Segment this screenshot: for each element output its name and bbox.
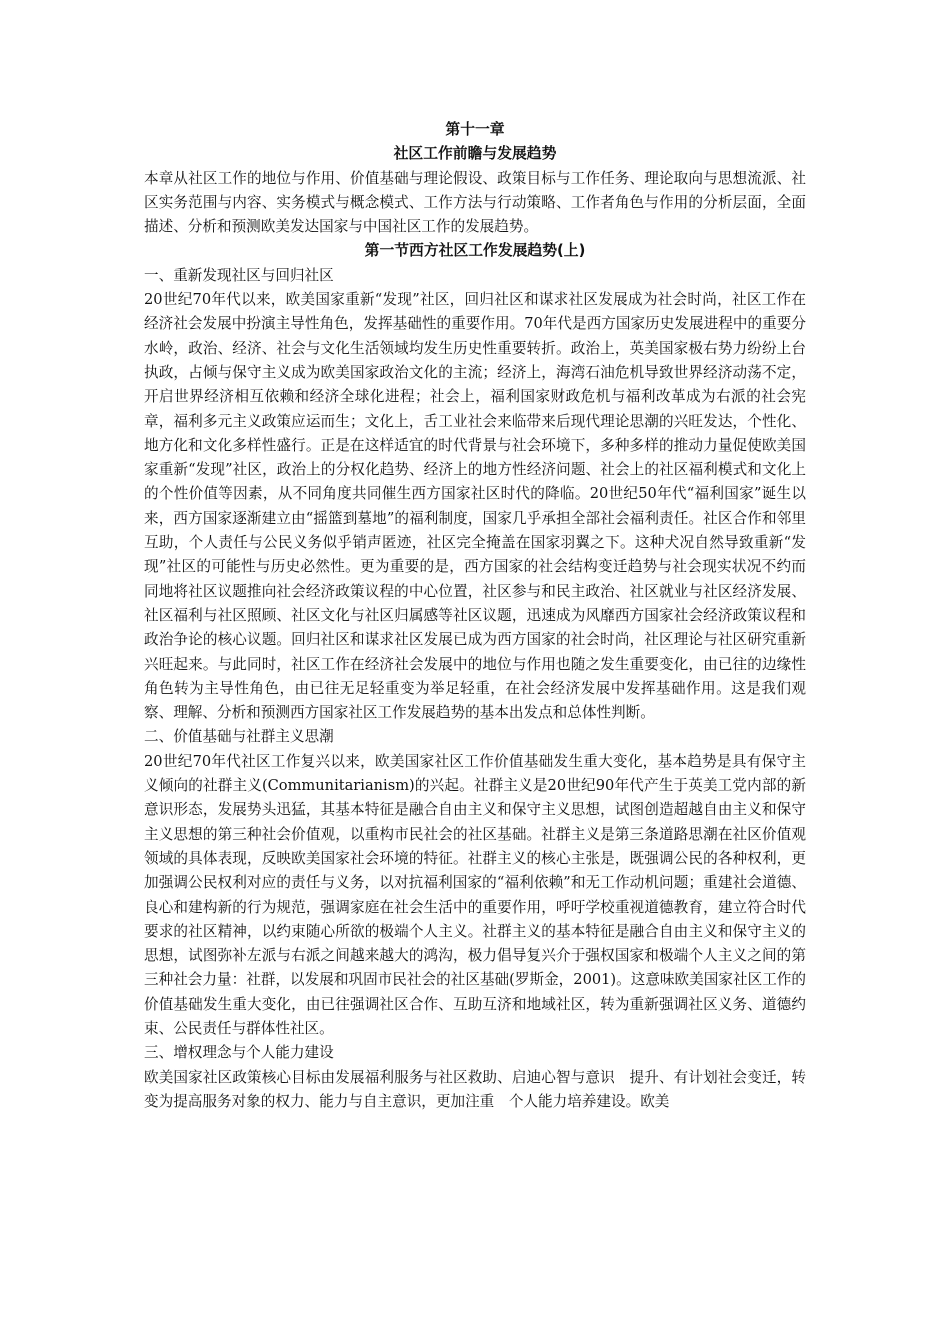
part-2-heading: 二、价值基础与社群主义思潮 <box>144 728 334 746</box>
chapter-intro: 本章从社区工作的地位与作用、价值基础与理论假设、政策目标与工作任务、理论取向与思想流派、社区实务范围与内容、实务模式与概念模式、工作方法与行动策略、工作者角色与作用的分析层面，全面描述、分析和预测欧美发达国家与中国社区工作的发展趋势。 <box>144 169 806 236</box>
document-page <box>144 118 806 1114</box>
part-2-body: 20世纪70年代社区工作复兴以来，欧美国家社区工作价值基础发生重大变化，基本趋势是具有保守主义倾向的社群主义(Communitarianism)的兴起。社群主义是20世纪90年代产生于英美工党内部的新意识形态，发展势头迅猛，其基本特征是融合自由主义和保守主义思想，试图创造超越自由主义和保守主义思想的第三种社会价值观，以重构市民社会的社区基础。社群主义是第三条道路思潮在社区价值观领域的具体表现，反映欧美国家社会环境的特征。社群主义的核心主张是，既强调公民的各种权利，更加强调公民权利对应的责任与义务，以对抗福利国家的“福利依赖”和无工作动机问题；重建社会道德、良心和建构新的行为规范，强调家庭在社会生活中的重要作用，呼吁学校重视道德教育，建立符合时代要求的社区精神，以约束随心所欲的极端个人主义。社群主义的基本特征是融合自由主义和保守主义的思想，试图弥补左派与右派之间越来越大的鸿沟，极力倡导复兴介于强权国家和极端个人主义之间的第三种社会力量：社群，以发展和巩固市民社会的社区基础(罗斯金，2001)。这意味欧美国家社区工作的价值基础发生重大变化，由已往强调社区合作、互助互济和地域社区，转为重新强调社区义务、道德约束、公民责任与群体性社区。 <box>144 752 806 1037</box>
chapter-number: 第十一章 <box>445 121 505 138</box>
chapter-title: 社区工作前瞻与发展趋势 <box>393 145 557 163</box>
part-3-heading: 三、增权理念与个人能力建设 <box>144 1044 334 1062</box>
section-title: 第一节西方社区工作发展趋势(上) <box>364 242 586 260</box>
part-1-heading: 一、重新发现社区与回归社区 <box>144 266 334 284</box>
part-1-body: 20世纪70年代以来，欧美国家重新“发现”社区，回归社区和谋求社区发展成为社会时尚，社区工作在经济社会发展中扮演主导性角色，发挥基础性的重要作用。70年代是西方国家历史发展进程中的重要分水岭，政治、经济、社会与文化生活领域均发生历史性重要转折。政治上，英美国家极右势力纷纷上台执政，占倾与保守主义成为欧美国家政治文化的主流；经济上，海湾石油危机导致世界经济动荡不定，开启世界经济相互依赖和经济全球化进程；社会上，福利国家财政危机与福利改革成为右派的社会宪章，福利多元主义政策应运而生；文化上，舌工业社会来临带来后现代理论思潮的兴旺发达，个性化、地方化和文化多样性盛行。正是在这样适宜的时代背景与社会环境下，多种多样的推动力量促使欧美国家重新“发现”社区，政治上的分权化趋势、经济上的地方性经济问题、社会上的社区福利模式和文化上的个性价值等因素，从不同角度共同催生西方国家社区时代的降临。20世纪50年代“福利国家”诞生以来，西方国家逐渐建立由“摇篮到墓地”的福利制度，国家几乎承担全部社会福利责任。社区合作和邻里互助，个人责任与公民义务似乎销声匿迹，社区完全掩盖在国家羽翼之下。这种犬况自然导致重新“发现”社区的可能性与历史必然性。更为重要的是，西方国家的社会结构变迁趋势与社会现实状况不约而同地将社区议题推向社会经济政策议程的中心位置，社区参与和民主政治、社区就业与社区经济发展、社区福利与社区照顾、社区文化与社区归属感等社区议题，迅速成为风靡西方国家社会经济政策议程和政治争论的核心议题。回归社区和谋求社区发展已成为西方国家的社会时尚，社区理论与社区研究重新兴旺起来。与此同时，社区工作在经济社会发展中的地位与作用也随之发生重要变化，由已往的边缘性角色转为主导性角色，由已往无足轻重变为举足轻重，在社会经济发展中发挥基础作用。这是我们观察、理解、分析和预测西方国家社区工作发展趋势的基本出发点和总体性判断。 <box>144 291 806 722</box>
part-3-body: 欧美国家社区政策核心目标由发展福利服务与社区救助、启迪心智与意识 提升、有计划社会变迁，转变为提高服务对象的权力、能力与自主意识，更加注重 个人能力培养建设。欧美 <box>144 1068 806 1110</box>
